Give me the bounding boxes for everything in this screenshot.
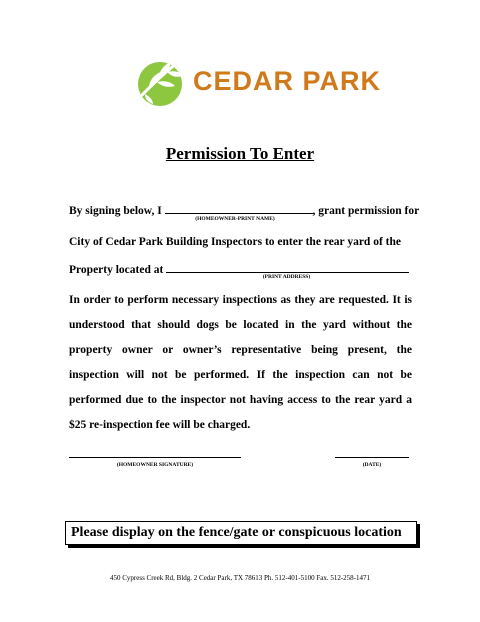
homeowner-signature-field[interactable] — [69, 457, 241, 458]
homeowner-name-line — [69, 203, 420, 217]
permission-text-line: City of Cedar Park Building Inspectors to enter the rear yard of the — [69, 236, 401, 248]
date-caption: (DATE) — [362, 462, 382, 468]
homeowner-name-field[interactable] — [165, 203, 313, 214]
line1-suffix: , grant permission for — [312, 205, 420, 217]
homeowner-signature-caption: (HOMEOWNER SIGNATURE) — [116, 462, 194, 468]
line3-prefix: Property located at — [69, 264, 164, 276]
inspection-policy-paragraph: In order to perform necessary inspections as they are requested. It is understood that should dogs be located in the yard without the property owner or owner’s representative being present, the inspection will not be performed. If the inspection can not be performed due to the inspector not having access to the rear yard a $25 re-inspection fee will be charged. — [69, 294, 412, 431]
footer-contact-info: 450 Cypress Creek Rd, Bldg. 2 Cedar Park, TX 78613 Ph. 512-401-5100 Fax. 512-258-1471 — [109, 574, 371, 582]
cedar-park-logo — [135, 56, 382, 108]
cedar-leaf-icon — [135, 56, 187, 108]
property-address-field[interactable] — [166, 262, 409, 273]
print-address-caption: (PRINT ADDRESS) — [262, 274, 311, 280]
date-field[interactable] — [335, 457, 409, 458]
homeowner-print-name-caption: (HOMEOWNER-PRINT NAME) — [195, 216, 275, 222]
logo-wordmark: CEDAR PARK — [193, 66, 382, 96]
line1-prefix: By signing below, I — [69, 205, 162, 217]
page-title: Permission To Enter — [165, 144, 315, 163]
display-notice-box: Please display on the fence/gate or conspicuous location — [65, 521, 417, 545]
